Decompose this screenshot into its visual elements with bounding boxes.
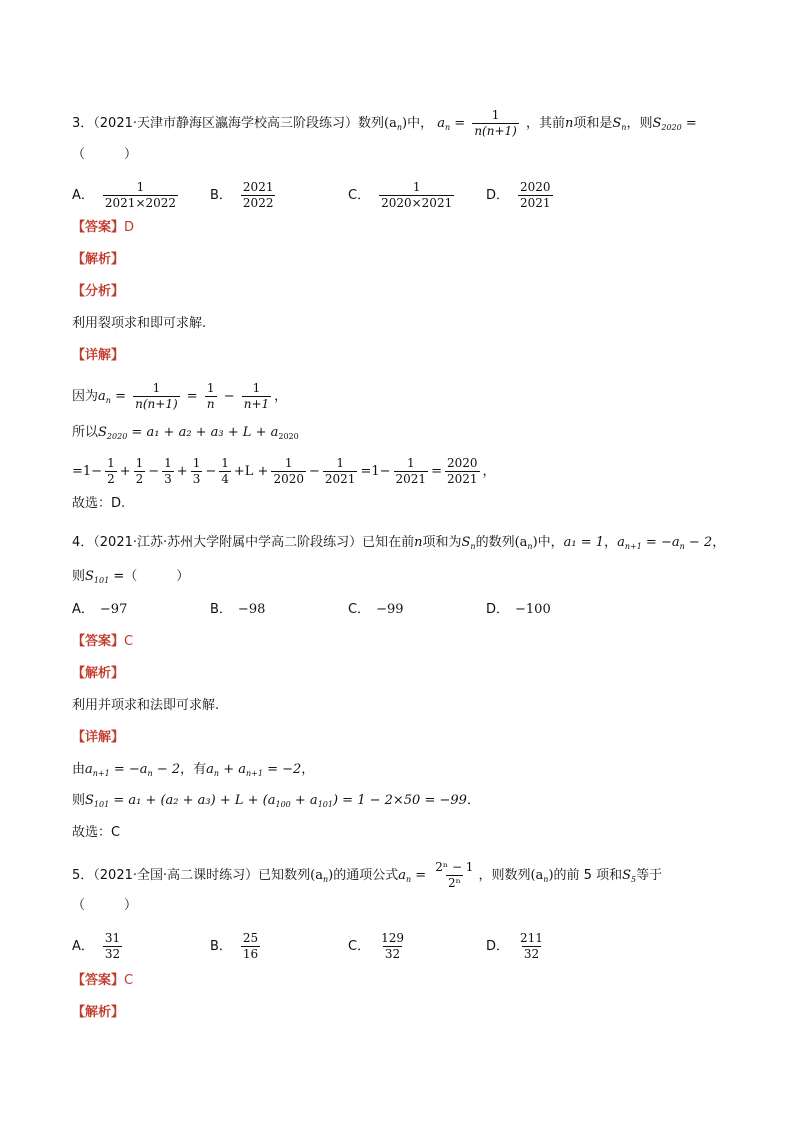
q5-answer: 【答案】C: [72, 973, 134, 988]
q3-option-b: B． $\frac{2021}{2022}$: [210, 180, 274, 210]
q3-a-sym: $a_n$: [437, 116, 451, 132]
q4-option-b: B． −98: [210, 602, 266, 617]
q3-detail-line3: =1− $\frac{1}{2}$ + $\frac{1}{2}$ − $\frac{1}{3}$ + $\frac{1}{3}$ − $\frac{1}{4}$ +L + $\frac{1}{2020}$ − $\frac{1}{2021}$ =1− $\frac{1}{2021}$ = $\frac{2020}{2021}$ ，: [72, 456, 496, 486]
q4-xiangjie-tag: 【详解】: [72, 730, 125, 745]
q3-option-a: A． $\frac{1}{2021\times 2022}$: [72, 180, 177, 210]
q4-option-a: A． −97: [72, 602, 128, 617]
q5-stem: 5．（2021·全国·高二课时练习）已知数列$(a_n)$的通项公式$a_n$ = $\frac{\text{2ⁿ − 1}}{\text{2ⁿ}}$ ，则数列$(a_n)$的前 5 项和$S_5$等于: [72, 860, 663, 890]
q3-stem-mid1: 中，: [407, 116, 434, 131]
q5-option-d: D． $\frac{211}{32}$: [486, 931, 543, 961]
q3-stem-mid4: ，则: [626, 116, 653, 131]
q3-fenxi-tag: 【分析】: [72, 284, 125, 299]
q4-stem-line2: 则$S_{101}$ =（ ）: [72, 569, 190, 585]
q3-option-c: C． $\frac{1}{2020\times 2021}$: [348, 180, 453, 210]
q4-detail-line1: 由$a_{n+1} = -a_n - 2$，有$a_n + a_{n+1} = -2$，: [72, 762, 315, 778]
q3-answer: 【答案】D: [72, 220, 135, 235]
q3-blank: （ ）: [72, 147, 138, 162]
q3-fenxi-text: 利用裂项求和即可求解.: [72, 316, 207, 331]
q3-stem-prefix: 3．（2021·天津市静海区瀛海学校高三阶段练习）数列: [72, 116, 384, 131]
q3-options: [72, 180, 624, 211]
q5-jiexi-tag: 【解析】: [72, 1005, 125, 1020]
q5-option-b: B． $\frac{25}{16}$: [210, 931, 259, 961]
q5-option-a: A． $\frac{31}{32}$: [72, 931, 121, 961]
q4-jiexi-text: 利用并项求和法即可求解.: [72, 698, 220, 713]
q4-jiexi-tag: 【解析】: [72, 666, 125, 681]
q3-stem-mid2: ，其前: [525, 116, 565, 131]
q4-options: [72, 600, 624, 620]
q3-jiexi-tag: 【解析】: [72, 252, 125, 267]
q3-stem-end: =: [685, 116, 697, 131]
q4-conclusion: 故选：C: [72, 825, 121, 840]
q4-answer: 【答案】C: [72, 634, 134, 649]
q5-formula-fraction: $\frac{\text{2ⁿ − 1}}{\text{2ⁿ}}$: [435, 860, 474, 890]
q3-S2020: $S_{2020}$: [652, 116, 682, 132]
q4-stem: 4．（2021·江苏·苏州大学附属中学高二阶段练习）已知在前n项和为$S_n$的数列$(a_n)$中，a₁ = 1，$a_{n+1} = -a_n - 2$，: [72, 535, 726, 551]
q3-conclusion: 故选：D.: [72, 496, 126, 511]
q3-n-sym: n: [565, 116, 574, 131]
q5-options: [72, 931, 624, 962]
q4-detail-line2: 则$S_{101} = a_1 + (a_2 + a_3) + L + (a_{100} + a_{101}) = 1 - 2\times 50 = -99$．: [72, 793, 480, 809]
q5-option-c: C． $\frac{129}{32}$: [348, 931, 404, 961]
q5-blank: （ ）: [72, 898, 138, 913]
q3-S-sym: $S_n$: [612, 116, 627, 132]
q3-seq: $(a_n)$: [384, 116, 408, 132]
q3-formula-fraction: $\frac{1}{n(n+1)}$: [474, 108, 517, 138]
q3-stem-mid3: 项和是: [573, 116, 613, 131]
q3-detail-line2: 所以$S_{2020} = a_1 + a_2 + a_3 + L + a_{2020}$: [72, 425, 299, 441]
q4-option-c: C． −99: [348, 602, 404, 617]
q3-detail-line1: 因为$a_n$ = $\frac{1}{n(n+1)}$ = $\frac{1}{n}$ − $\frac{1}{n+1}$ ，: [72, 381, 288, 411]
q3-stem: [72, 108, 697, 139]
q4-option-d: D． −100: [486, 602, 551, 617]
q3-xiangjie-tag: 【详解】: [72, 348, 125, 363]
q3-option-d: D． $\frac{2020}{2021}$: [486, 180, 551, 210]
q3-l1-a: $a_n$: [98, 389, 111, 405]
q3-eq: =: [454, 116, 466, 131]
